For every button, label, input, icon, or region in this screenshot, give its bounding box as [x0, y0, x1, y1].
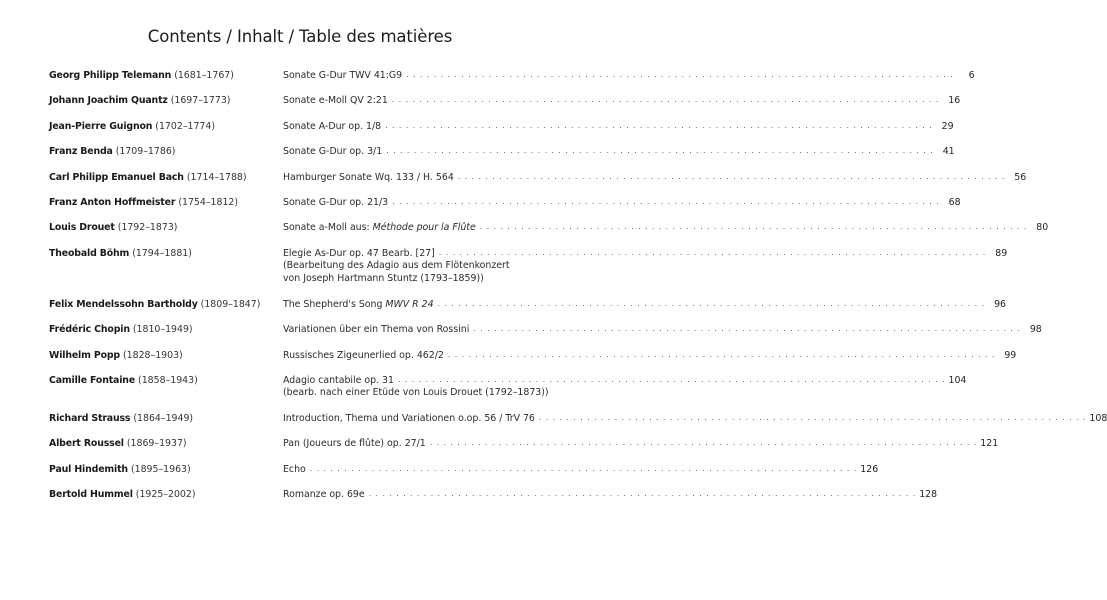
- composer-name: Franz Benda: [49, 146, 113, 158]
- work: [283, 350, 1016, 363]
- composer: [49, 197, 283, 210]
- work: [283, 121, 954, 134]
- composer: [49, 324, 283, 337]
- dot-leader: [439, 247, 986, 260]
- work-title-text: The Shepherd's Song: [283, 298, 386, 310]
- work: [283, 438, 998, 451]
- composer: [49, 350, 283, 363]
- page-number: 29: [941, 120, 954, 132]
- toc-entry: [49, 438, 999, 451]
- work-title: Introduction, Thema und Variationen o.op. 56 / TrV 76: [283, 412, 535, 424]
- dot-leader: [386, 145, 933, 158]
- dot-leader: [539, 412, 1086, 425]
- toc-entry: [49, 463, 879, 477]
- page-title: Contents / Inhalt / Table des matières: [147, 27, 453, 46]
- composer: [49, 70, 283, 83]
- composer: [49, 375, 283, 388]
- composer-dates: (1714–1788): [186, 171, 247, 183]
- work-title: Sonate A-Dur op. 1/8: [283, 120, 382, 132]
- composer: [49, 172, 283, 185]
- toc-entry: [49, 171, 1027, 185]
- work: [283, 324, 1042, 337]
- work-title: Variationen über ein Thema von Rossini: [283, 324, 470, 336]
- work-title: Romanze op. 69e: [283, 488, 365, 500]
- composer-dates: (1754–1812): [178, 196, 239, 208]
- dot-leader: [392, 196, 939, 209]
- work-title: [283, 222, 480, 235]
- toc-entry: [49, 349, 1017, 363]
- work-title: Sonate G-Dur op. 3/1: [283, 146, 383, 158]
- composer: [49, 489, 283, 502]
- work-note: (Bearbeitung des Adagio aus dem Flötenkonzert: [283, 260, 510, 272]
- composer-dates: (1828–1903): [122, 349, 183, 361]
- composer-dates: (1697–1773): [170, 95, 231, 107]
- work: [283, 222, 1048, 235]
- composer-name: Georg Philipp Telemann: [49, 70, 172, 81]
- dot-leader: [430, 437, 977, 450]
- composer-dates: (1869–1937): [126, 438, 187, 450]
- composer-name: Felix Mendelssohn Bartholdy: [49, 298, 198, 310]
- work: [283, 299, 1006, 312]
- page-number: 6: [968, 70, 975, 81]
- work: [283, 95, 960, 108]
- work-title: Elegie As-Dur op. 47 Bearb. [27]: [283, 247, 435, 259]
- toc-entry: [49, 324, 1042, 337]
- dot-leader: [480, 221, 1027, 234]
- composer-name: Paul Hindemith: [49, 463, 128, 475]
- work: [283, 146, 955, 159]
- composer-name: Louis Drouet: [49, 222, 115, 234]
- work: [283, 489, 937, 502]
- page-number: 68: [948, 196, 961, 208]
- work-title: [283, 299, 438, 312]
- composer: [49, 121, 283, 134]
- composer-name: Frédéric Chopin: [49, 324, 130, 336]
- composer-dates: (1709–1786): [115, 146, 176, 158]
- page-number: 89: [995, 247, 1008, 259]
- dot-leader: [438, 298, 985, 311]
- work-title: Sonate G-Dur TWV 41:G9: [283, 70, 403, 81]
- work: [283, 375, 966, 400]
- toc-entry: [49, 146, 955, 159]
- composer-dates: (1681–1767): [174, 70, 234, 81]
- page-number: 104: [948, 374, 967, 386]
- dot-leader: [473, 323, 1020, 336]
- page-number: 41: [942, 146, 955, 158]
- composer-name: Franz Anton Hoffmeister: [49, 196, 176, 208]
- composer: [49, 146, 283, 159]
- work: [283, 172, 1026, 185]
- composer-name: Carl Philipp Emanuel Bach: [49, 171, 184, 183]
- toc-entry: [49, 298, 1007, 312]
- page-number: 56: [1014, 171, 1027, 183]
- composer-dates: (1794–1881): [132, 247, 192, 259]
- composer-dates: (1925–2002): [135, 488, 196, 500]
- work-title: Hamburger Sonate Wq. 133 / H. 564: [283, 171, 454, 183]
- composer: [49, 299, 283, 312]
- work-title: Russisches Zigeunerlied op. 462/2: [283, 349, 444, 361]
- work-title-italic: MWV R 24: [385, 298, 434, 310]
- toc-entry: [49, 120, 954, 134]
- work-title: Echo: [283, 463, 306, 475]
- composer-dates: (1702–1774): [155, 120, 216, 132]
- composer-name: Jean-Pierre Guignon: [49, 120, 153, 132]
- composer: [49, 95, 283, 108]
- toc-entry: [49, 488, 938, 502]
- work: [283, 248, 1007, 286]
- work: [283, 197, 961, 210]
- dot-leader: [369, 488, 916, 501]
- composer-name: Theobald Böhm: [49, 247, 130, 259]
- composer: [49, 464, 283, 477]
- toc-entry: [49, 247, 1008, 286]
- page-number: 96: [994, 298, 1007, 310]
- composer-dates: (1858–1943): [138, 374, 198, 386]
- dot-leader: [458, 171, 1005, 184]
- table-of-contents: [49, 70, 1107, 514]
- page-number: 16: [948, 95, 961, 107]
- work-note: (bearb. nach einer Etüde von Louis Drouet (1792–1873)): [283, 387, 549, 399]
- dot-leader: [406, 69, 953, 82]
- composer-dates: (1895–1963): [130, 463, 191, 475]
- page-number: 126: [860, 463, 879, 475]
- composer-dates: (1809–1847): [200, 298, 261, 310]
- composer: [49, 413, 283, 426]
- work-title: Sonate e-Moll QV 2:21: [283, 95, 388, 107]
- composer-name: Camille Fontaine: [49, 374, 136, 386]
- page-number: 108: [1089, 412, 1107, 424]
- page-number: 99: [1004, 349, 1017, 361]
- work-title: Adagio cantabile op. 31: [283, 374, 394, 386]
- dot-leader: [385, 120, 932, 133]
- page-number: 121: [980, 438, 999, 450]
- work-note: von Joseph Hartmann Stuntz (1793–1859)): [283, 272, 484, 284]
- page-number: 128: [919, 488, 938, 500]
- composer-name: Wilhelm Popp: [49, 349, 120, 361]
- work: [283, 413, 1107, 426]
- toc-entry: [49, 196, 961, 210]
- composer: [49, 438, 283, 451]
- composer-name: Albert Roussel: [49, 438, 124, 450]
- composer-dates: (1864–1949): [133, 412, 194, 424]
- work-title: Pan (Joueurs de flûte) op. 27/1: [283, 438, 426, 450]
- work-title-text: Sonate a-Moll aus:: [283, 222, 373, 234]
- toc-entry: [49, 222, 1049, 235]
- page-number: 80: [1036, 222, 1049, 234]
- toc-entry: [49, 95, 961, 108]
- work-title: Sonate G-Dur op. 21/3: [283, 196, 389, 208]
- page-number: 98: [1029, 324, 1042, 336]
- work-title-italic: Méthode pour la Flûte: [372, 222, 476, 234]
- composer-name: Johann Joachim Quantz: [49, 95, 168, 107]
- dot-leader: [310, 463, 857, 476]
- dot-leader: [392, 94, 939, 107]
- composer: [49, 222, 283, 235]
- dot-leader: [448, 349, 995, 362]
- composer-name: Richard Strauss: [49, 412, 131, 424]
- composer-name: Bertold Hummel: [49, 488, 133, 500]
- composer-dates: (1810–1949): [132, 324, 193, 336]
- work: [283, 70, 975, 83]
- composer-dates: (1792–1873): [117, 222, 178, 234]
- toc-entry: [49, 70, 975, 83]
- toc-entry: [49, 412, 1107, 426]
- toc-entry: [49, 374, 967, 400]
- work: [283, 464, 878, 477]
- dot-leader: [398, 374, 945, 387]
- composer: [49, 248, 283, 261]
